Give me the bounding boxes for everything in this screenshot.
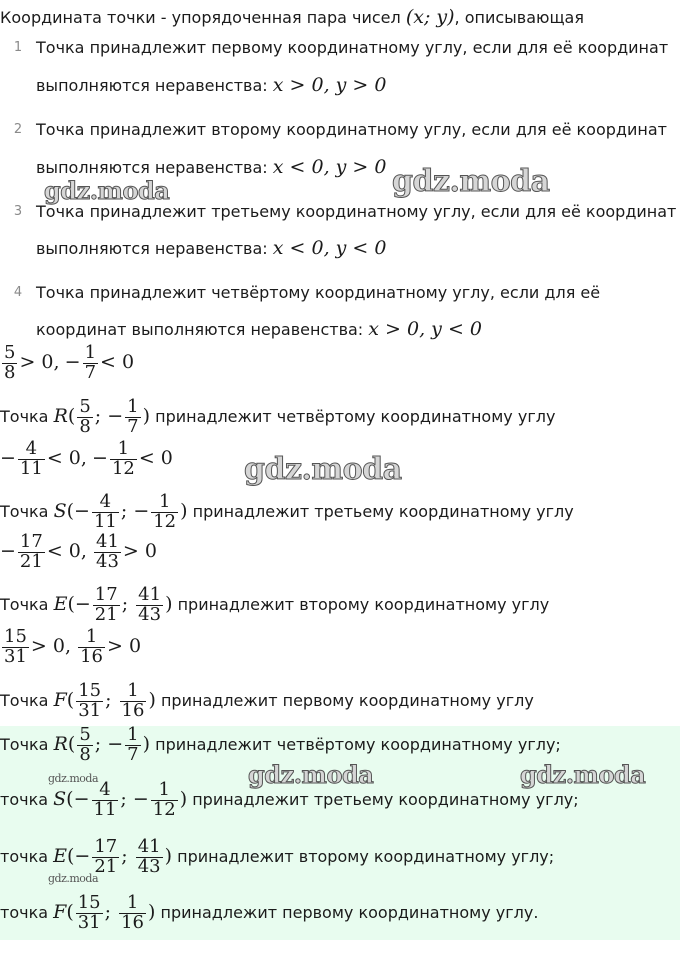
fraction [151, 781, 178, 820]
math-text: − [107, 404, 124, 427]
fraction [78, 628, 105, 667]
ineq-e [0, 533, 157, 572]
rule-item-2-line2 [36, 156, 386, 178]
math-text: Точка [0, 406, 49, 426]
math-text: 41 [137, 836, 161, 857]
point-s-statement: Точка S(− $\frac{4}{11}$ ; − $\frac{1}{12}$ ) принадлежит третьему координатному углу [0, 491, 574, 532]
math-text: − [74, 844, 91, 867]
math-text: − [73, 787, 90, 810]
fraction [2, 628, 29, 667]
fraction [77, 398, 92, 437]
math-text: F [53, 900, 67, 923]
math-text: 16 [80, 645, 103, 667]
rule-math: x > 0, y > 0 [272, 74, 387, 96]
fraction [92, 781, 119, 820]
math-text: 1 [127, 724, 139, 745]
fraction [2, 344, 17, 383]
fraction [83, 344, 98, 383]
math-text: − [74, 592, 91, 615]
math-text: точка [0, 846, 49, 866]
rule-math: x < 0, y < 0 [272, 237, 387, 259]
math-text: принадлежит третьему координатному углу; [192, 789, 579, 809]
rule-text: Точка принадлежит первому координатному углу, если для её координат [36, 38, 669, 57]
math-text: Точка [0, 734, 49, 754]
math-text: 31 [78, 699, 102, 721]
intro-line [0, 8, 584, 27]
fraction [120, 682, 147, 721]
rule-math: x < 0, y > 0 [272, 156, 387, 178]
point-r-statement: Точка R( $\frac{5}{8}$ ; − $\frac{1}{7}$ ) принадлежит четвёртому координатному углу [0, 396, 556, 437]
answer-s: точка S(− $\frac{4}{11}$ ; − $\frac{1}{12}$ ) принадлежит третьему координатному углу; [0, 779, 579, 820]
math-text: − [107, 732, 124, 755]
math-text: − [64, 350, 81, 373]
math-text: 1 [126, 892, 139, 913]
math-text: 7 [127, 415, 139, 437]
math-text: 11 [93, 798, 117, 820]
math-text: 41 [138, 584, 162, 605]
rule-item-1 [0, 40, 668, 56]
math-text: 1 [158, 491, 171, 512]
rule-number: 3 [13, 204, 23, 219]
math-text: Точка [0, 690, 49, 710]
fraction [18, 533, 45, 572]
ineq-s [0, 440, 173, 479]
ineq-f [0, 628, 141, 667]
rule-item-1-line2 [36, 74, 386, 96]
math-text: 31 [77, 911, 101, 933]
math-text: − [0, 539, 16, 562]
rule-text: Точка принадлежит четвёртому координатному углу, если для её [36, 283, 601, 302]
ineq-r [0, 344, 134, 383]
fraction [136, 586, 163, 625]
rule-text: координат выполняются неравенства: [36, 320, 364, 339]
math-text: 41 [96, 531, 119, 552]
math-text: 17 [94, 584, 118, 605]
fraction [76, 894, 103, 933]
rule-text: выполняются неравенства: [36, 239, 268, 258]
rule-number: 4 [13, 285, 23, 300]
math-text: − [132, 787, 149, 810]
rule-item-2 [0, 122, 667, 138]
math-text: принадлежит второму координатному углу; [177, 846, 555, 866]
math-text: 43 [96, 550, 119, 572]
fraction [94, 533, 121, 572]
math-text: принадлежит первому координатному углу. [160, 902, 539, 922]
math-text: 4 [99, 779, 111, 800]
math-text: Точка [0, 501, 49, 521]
math-text: 11 [19, 457, 43, 479]
math-text: 1 [158, 779, 170, 800]
math-text: < 0, [46, 446, 87, 469]
math-text: 17 [19, 531, 43, 552]
math-text: принадлежит второму координатному углу [177, 594, 550, 614]
point-e-statement: Точка E(− $\frac{17}{21}$ ; $\frac{41}{43}$ ) принадлежит второму координатному углу [0, 584, 550, 625]
math-text: 4 [99, 491, 112, 512]
math-text: 21 [94, 855, 118, 877]
rule-number: 2 [13, 122, 23, 137]
math-text: > 0, [19, 350, 60, 373]
fraction [136, 838, 163, 877]
fraction [151, 493, 178, 532]
fraction [76, 682, 103, 721]
math-text: > 0 [122, 539, 157, 562]
math-text: 21 [94, 603, 118, 625]
math-text: 16 [121, 911, 144, 933]
math-text: 16 [121, 699, 145, 721]
math-text: 4 [25, 438, 38, 459]
math-text: 1 [117, 438, 130, 459]
watermark: gdz.moda [244, 452, 402, 487]
math-text: 15 [4, 626, 27, 647]
point-f-statement: Точка F( $\frac{15}{31}$ ; $\frac{1}{16}$ ) принадлежит первому координатному углу [0, 680, 534, 721]
fraction [125, 398, 140, 437]
fraction [125, 726, 140, 765]
rule-item-3-line2 [36, 237, 386, 259]
math-text: принадлежит четвёртому координатному углу; [155, 734, 561, 754]
math-text: < 0, [46, 539, 87, 562]
math-text: 8 [79, 415, 91, 437]
fraction [77, 726, 92, 765]
math-text: 1 [85, 626, 98, 647]
math-text: точка [0, 789, 49, 809]
watermark: gdz.moda [44, 176, 170, 205]
math-text: 8 [79, 743, 91, 765]
math-text: 43 [137, 855, 161, 877]
rule-text: выполняются неравенства: [36, 158, 268, 177]
math-text: 1 [127, 680, 139, 701]
watermark: gdz.moda [520, 760, 646, 789]
rule-item-4 [0, 285, 600, 301]
math-text: Точка [0, 594, 49, 614]
watermark: gdz.moda [48, 872, 99, 885]
fraction [92, 493, 119, 532]
math-text: 15 [78, 680, 102, 701]
math-text: 5 [4, 342, 16, 363]
math-text: 17 [94, 836, 118, 857]
math-text: 1 [84, 342, 97, 363]
math-text: 12 [152, 798, 176, 820]
fraction [93, 586, 120, 625]
fraction [110, 440, 137, 479]
math-text: R [53, 732, 68, 755]
math-text: 1 [127, 396, 139, 417]
math-text: 15 [77, 892, 101, 913]
math-text: 11 [93, 510, 117, 532]
rule-text: выполняются неравенства: [36, 76, 268, 95]
answer-r: Точка R( $\frac{5}{8}$ ; − $\frac{1}{7}$ ) принадлежит четвёртому координатному углу; [0, 724, 561, 765]
math-text: 12 [111, 457, 135, 479]
math-text: 5 [79, 724, 91, 745]
rule-text: Точка принадлежит второму координатному углу, если для её координат [36, 120, 667, 139]
math-text: принадлежит четвёртому координатному углу [155, 406, 556, 426]
rule-number: 1 [13, 40, 23, 55]
watermark: gdz.moda [48, 772, 99, 785]
math-text: E [53, 844, 67, 867]
math-text: принадлежит первому координатному углу [160, 690, 534, 710]
math-text: 31 [4, 645, 27, 667]
answer-f: точка F( $\frac{15}{31}$ ; $\frac{1}{16}$ ) принадлежит первому координатному углу. [0, 892, 539, 933]
math-text: − [133, 499, 150, 522]
math-text: > 0, [30, 634, 71, 657]
rule-item-4-line2 [36, 318, 482, 340]
math-text: 7 [127, 743, 139, 765]
math-text: принадлежит третьему координатному углу [192, 501, 574, 521]
math-text: < 0 [100, 350, 135, 373]
answer-e: точка E(− $\frac{17}{21}$ ; $\frac{41}{43}$ ) принадлежит второму координатному углу; [0, 836, 555, 877]
watermark: gdz.moda [248, 760, 374, 789]
intro-math: (x; y) [405, 6, 455, 28]
math-text: 12 [153, 510, 177, 532]
fraction [18, 440, 45, 479]
fraction [119, 894, 146, 933]
math-text: − [74, 499, 90, 522]
rule-text: Точка принадлежит третьему координатному углу, если для её координат [36, 202, 677, 221]
math-text: 5 [79, 396, 91, 417]
math-text: S [53, 499, 67, 522]
math-text: точка [0, 902, 49, 922]
math-text: − [0, 446, 16, 469]
math-text: 7 [84, 361, 97, 383]
intro-text: Координата точки - упорядоченная пара чисел [0, 8, 401, 27]
watermark: gdz.moda [392, 164, 550, 199]
rule-item-3 [0, 204, 676, 220]
math-text: R [53, 404, 68, 427]
rule-math: x > 0, y < 0 [368, 318, 482, 340]
math-text: − [92, 446, 108, 469]
math-text: 21 [19, 550, 43, 572]
math-text: 43 [138, 603, 162, 625]
math-text: > 0 [107, 634, 142, 657]
math-text: E [53, 592, 68, 615]
math-text: S [53, 787, 67, 810]
math-text: 8 [4, 361, 16, 383]
math-text: F [53, 688, 67, 711]
intro-text-after: , описывающая [454, 8, 584, 27]
fraction [92, 838, 119, 877]
math-text: < 0 [138, 446, 173, 469]
